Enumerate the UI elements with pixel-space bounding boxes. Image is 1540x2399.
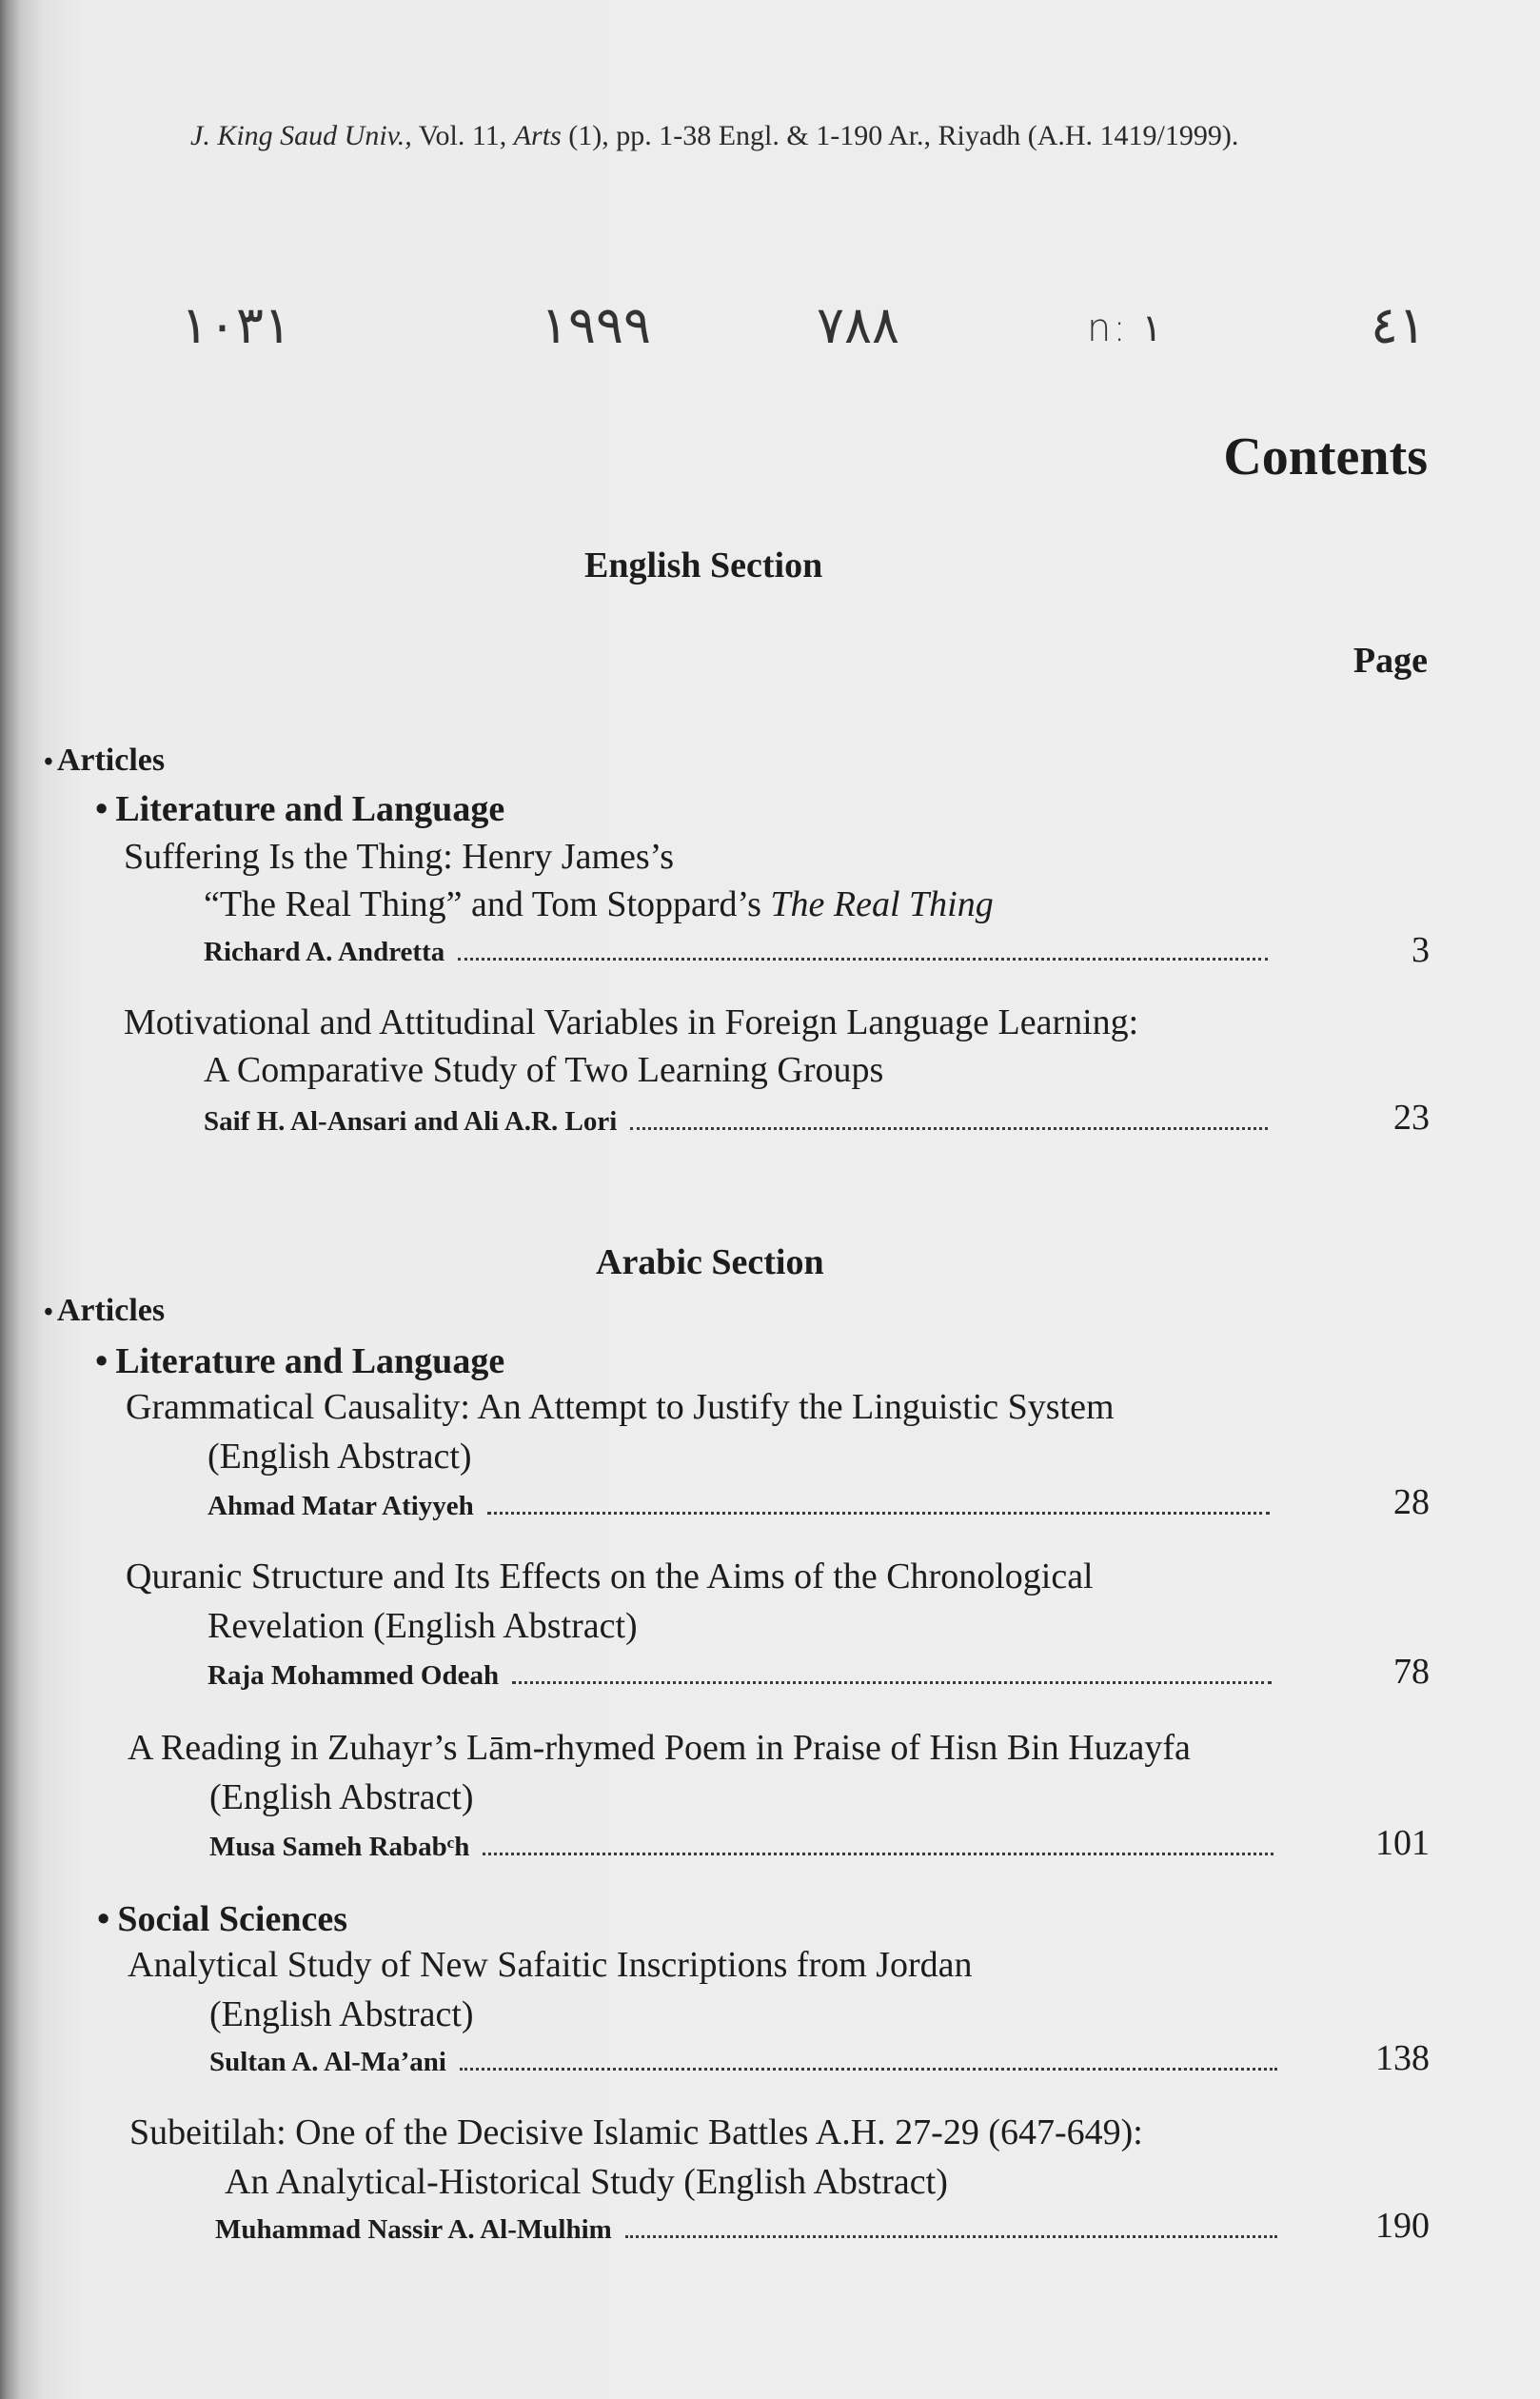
bullet-icon: •	[95, 1341, 109, 1381]
entry-author: Muhammad Nassir A. Al-Mulhim	[215, 2214, 612, 2245]
journal-pages: (1), pp. 1-38 Engl. & 1-190 Ar., Riyadh (A.H. 1419/1999).	[561, 120, 1239, 151]
entry-author-row	[204, 1106, 1272, 1138]
entry-author-row	[207, 1660, 1275, 1692]
page-column-heading: Page	[1352, 641, 1428, 681]
entry-author: Ahmad Matar Atiyyeh	[207, 1491, 474, 1521]
entry-author-row	[215, 2214, 1281, 2246]
entry-title-line: Motivational and Attitudinal Variables in Foreign Language Learning:	[124, 1002, 1139, 1042]
entry-page-number: 190	[1375, 2206, 1430, 2246]
journal-name: J. King Saud Univ.,	[190, 120, 412, 151]
dot-leader	[458, 958, 1268, 961]
entry-title-line: Suffering Is the Thing: Henry James’s	[124, 837, 675, 877]
entry-title-line: (English Abstract)	[207, 1437, 472, 1477]
entry-author: Richard A. Andretta	[204, 937, 445, 967]
handwritten-note-1: ١٠٣١	[181, 295, 292, 355]
bullet-icon: •	[44, 747, 53, 777]
dot-leader	[483, 1853, 1273, 1855]
dot-leader	[512, 1681, 1272, 1684]
arabic-articles-label: • Articles	[44, 1293, 166, 1328]
entry-page-number: 78	[1393, 1652, 1430, 1692]
entry-author-row	[209, 2047, 1281, 2078]
entry-author: Sultan A. Al-Ma’ani	[209, 2047, 446, 2077]
english-articles-label: • Articles	[44, 743, 166, 778]
english-section-heading: English Section	[584, 545, 823, 585]
entry-title-line: A Comparative Study of Two Learning Groups	[204, 1050, 884, 1090]
entry-title-line: A Reading in Zuhayr’s Lām-rhymed Poem in Praise of Hisn Bin Huzayfa	[128, 1728, 1191, 1768]
entry-author-row	[204, 937, 1272, 968]
entry-page-number: 101	[1375, 1823, 1430, 1863]
arabic-category-literature: • Literature and Language	[95, 1341, 505, 1381]
bullet-icon: •	[95, 789, 109, 829]
arabic-category-social-sciences: • Social Sciences	[97, 1899, 348, 1939]
dot-leader	[460, 2068, 1277, 2071]
entry-title-line: An Analytical-Historical Study (English Abstract)	[225, 2162, 948, 2202]
entry-title-line: (English Abstract)	[209, 1777, 474, 1817]
handwritten-note-3: ٧٨٨	[817, 295, 900, 355]
entry-title-line: Grammatical Causality: An Attempt to Justify the Linguistic System	[126, 1387, 1115, 1427]
entry-title-line: Analytical Study of New Safaitic Inscriptions from Jordan	[128, 1945, 973, 1985]
contents-title: Contents	[1223, 427, 1428, 486]
handwritten-note-2: ١٩٩٩	[541, 295, 652, 355]
entry-author-row	[209, 1832, 1277, 1863]
entry-title-line: (English Abstract)	[209, 1994, 474, 2034]
handwritten-note-4: n: ١	[1087, 307, 1163, 350]
arabic-section-heading: Arabic Section	[596, 1242, 824, 1282]
entry-author: Musa Sameh Rababᶜh	[209, 1832, 470, 1862]
entry-author-row	[207, 1491, 1273, 1522]
entry-author: Saif H. Al-Ansari and Ali A.R. Lori	[204, 1106, 618, 1137]
entry-title-line: Revelation (English Abstract)	[207, 1606, 638, 1646]
dot-leader	[630, 1127, 1268, 1130]
entry-title-line: “The Real Thing” and Tom Stoppard’s The Real Thing	[204, 884, 994, 924]
bullet-icon: •	[44, 1298, 53, 1327]
entry-page-number: 23	[1393, 1098, 1430, 1138]
entry-page-number: 138	[1375, 2038, 1430, 2078]
dot-leader	[487, 1512, 1270, 1515]
english-category-literature: • Literature and Language	[95, 789, 505, 829]
entry-title-line: Quranic Structure and Its Effects on the Aims of the Chronological	[126, 1556, 1094, 1596]
entry-title-line: Subeitilah: One of the Decisive Islamic Battles A.H. 27-29 (647-649):	[129, 2112, 1143, 2152]
journal-citation	[190, 120, 1238, 152]
bullet-icon: •	[97, 1899, 110, 1939]
journal-volume: Vol. 11,	[411, 120, 514, 151]
handwritten-note-5: ٤١	[1371, 295, 1427, 355]
journal-series: Arts	[513, 120, 562, 151]
dot-leader	[625, 2235, 1277, 2238]
entry-author: Raja Mohammed Odeah	[207, 1660, 500, 1691]
entry-page-number: 3	[1412, 930, 1430, 970]
entry-page-number: 28	[1393, 1482, 1430, 1522]
